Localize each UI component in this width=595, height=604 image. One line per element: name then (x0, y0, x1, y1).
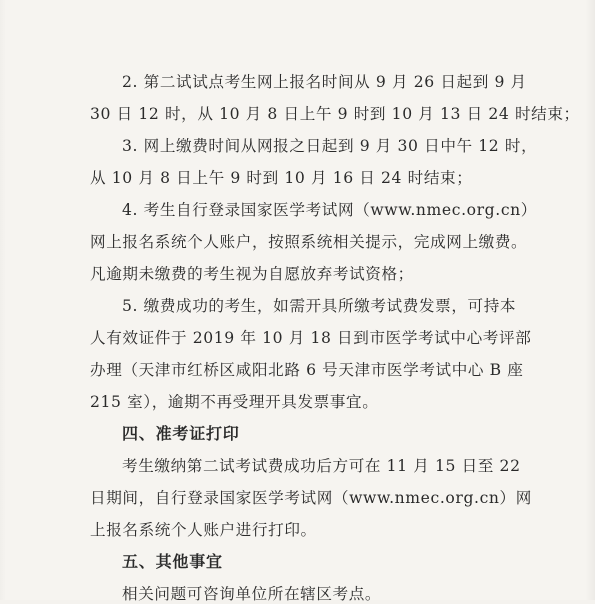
item2-line1: 2. 第二试试点考生网上报名时间从 9 月 26 日起到 9 月 (122, 73, 527, 91)
item4-line3: 凡逾期未缴费的考生视为自愿放弃考试资格； (90, 265, 414, 283)
section5-line1: 相关问题可咨询单位所在辖区考点。 (122, 585, 382, 603)
section4-line3: 上报名系统个人账户进行打印。 (90, 521, 317, 539)
section4-line2: 日期间，自行登录国家医学考试网（www.nmec.org.cn）网 (90, 489, 532, 507)
item4-line1: 4. 考生自行登录国家医学考试网（www.nmec.org.cn） (122, 201, 537, 219)
item5-line3: 办理（天津市红桥区咸阳北路 6 号天津市医学考试中心 B 座 (90, 361, 524, 379)
item4-line2: 网上报名系统个人账户，按照系统相关提示，完成网上缴费。 (90, 233, 528, 251)
item3-line1: 3. 网上缴费时间从网报之日起到 9 月 30 日中午 12 时， (122, 137, 538, 155)
item5-line2: 人有效证件于 2019 年 10 月 18 日到市医学考试中心考评部 (90, 329, 532, 347)
section4-heading: 四、准考证打印 (122, 424, 240, 443)
section4-line1: 考生缴纳第二试考试费成功后方可在 11 月 15 日至 22 (122, 457, 521, 475)
item2-line2: 30 日 12 时，从 10 月 8 日上午 9 时到 10 月 13 日 24 时结束； (90, 105, 580, 123)
item5-line1: 5. 缴费成功的考生，如需开具所缴考试费发票，可持本 (122, 297, 517, 315)
item3-line2: 从 10 月 8 日上午 9 时到 10 月 16 日 24 时结束； (90, 169, 473, 187)
item5-line4: 215 室），逾期不再受理开具发票事宜。 (90, 393, 379, 411)
page-edge-shadow (585, 0, 595, 600)
section5-heading: 五、其他事宜 (122, 552, 223, 571)
